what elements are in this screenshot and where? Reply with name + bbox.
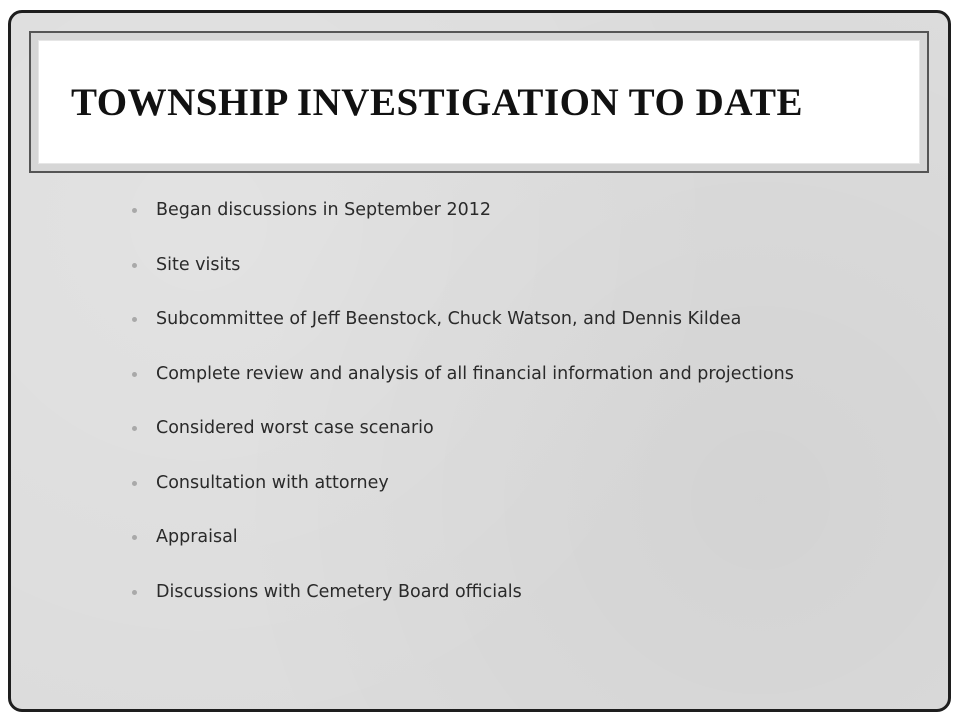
bullet-dot-icon [132,372,137,377]
bullet-item [128,524,794,579]
bullet-item [128,579,794,634]
bullet-text: Appraisal [156,527,238,547]
bullet-dot-icon [132,208,137,213]
bullet-text: Began discussions in September 2012 [156,200,491,220]
bullet-item [128,470,794,525]
bullet-text: Site visits [156,254,241,275]
bullet-dot-icon [132,263,137,268]
bullet-dot-icon [132,590,137,595]
bullet-item [128,415,794,470]
bullet-text: Subcommittee of Jeff Beenstock, Chuck Watson, and Dennis Kildea [156,309,742,329]
bullet-text: Complete review and analysis of all financial information and projections [156,363,794,384]
bullet-list [128,197,794,633]
bullet-text: Discussions with Cemetery Board officials [156,581,522,602]
bullet-item [128,361,794,416]
bullet-dot-icon [132,535,137,540]
bullet-text: Consultation with attorney [156,472,389,493]
bullet-dot-icon [132,317,137,322]
bullet-dot-icon [132,481,137,486]
bullet-item [128,197,794,252]
title-box [29,31,929,173]
bullet-text: Considered worst case scenario [156,418,434,438]
bullet-item [128,306,794,361]
bullet-item [128,252,794,307]
bullet-dot-icon [132,426,137,431]
title-box-inner [39,41,919,163]
slide [8,10,951,712]
slide-title: TOWNSHIP INVESTIGATION TO DATE [71,80,804,124]
